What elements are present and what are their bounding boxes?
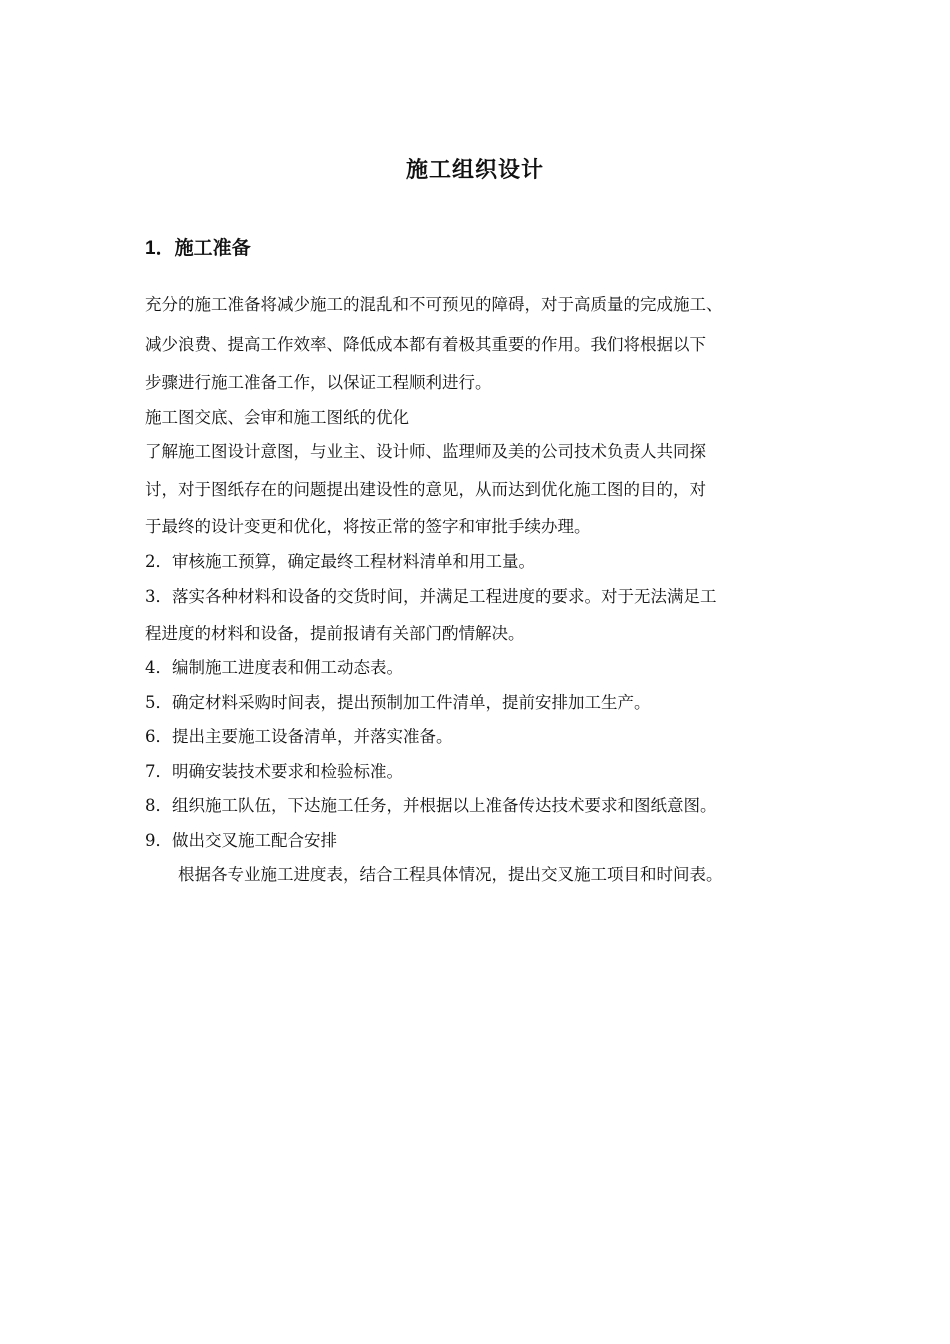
section-heading: 1．施工准备 [145, 238, 251, 259]
paragraph-line: 于最终的设计变更和优化，将按正常的签字和审批手续办理。 [145, 517, 591, 536]
list-item: 7．明确安装技术要求和检验标准。 [145, 762, 403, 781]
list-item: 8．组织施工队伍，下达施工任务，并根据以上准备传达技术要求和图纸意图。 [145, 796, 717, 815]
list-item-continuation: 程进度的材料和设备，提前报请有关部门酌情解决。 [145, 624, 525, 643]
paragraph-line: 讨，对于图纸存在的问题提出建设性的意见，从而达到优化施工图的目的，对 [145, 480, 706, 499]
paragraph-line: 了解施工图设计意图，与业主、设计师、监理师及美的公司技术负责人共同探 [145, 442, 706, 461]
paragraph-line: 减少浪费、提高工作效率、降低成本都有着极其重要的作用。我们将根据以下 [145, 335, 706, 354]
list-item: 4．编制施工进度表和佣工动态表。 [145, 658, 403, 677]
indented-paragraph: 根据各专业施工进度表，结合工程具体情况，提出交叉施工项目和时间表。 [178, 865, 723, 884]
list-item: 2．审核施工预算，确定最终工程材料清单和用工量。 [145, 552, 535, 571]
document-title: 施工组织设计 [405, 157, 544, 183]
list-item: 9．做出交叉施工配合安排 [145, 831, 337, 850]
paragraph-line: 步骤进行施工准备工作，以保证工程顺利进行。 [145, 373, 492, 392]
list-item: 3．落实各种材料和设备的交货时间，并满足工程进度的要求。对于无法满足工 [145, 587, 717, 606]
paragraph-line: 施工图交底、会审和施工图纸的优化 [145, 408, 409, 427]
paragraph-line: 充分的施工准备将减少施工的混乱和不可预见的障碍，对于高质量的完成施工、 [145, 295, 723, 314]
list-item: 5．确定材料采购时间表，提出预制加工件清单，提前安排加工生产。 [145, 693, 651, 712]
list-item: 6．提出主要施工设备清单，并落实准备。 [145, 727, 453, 746]
